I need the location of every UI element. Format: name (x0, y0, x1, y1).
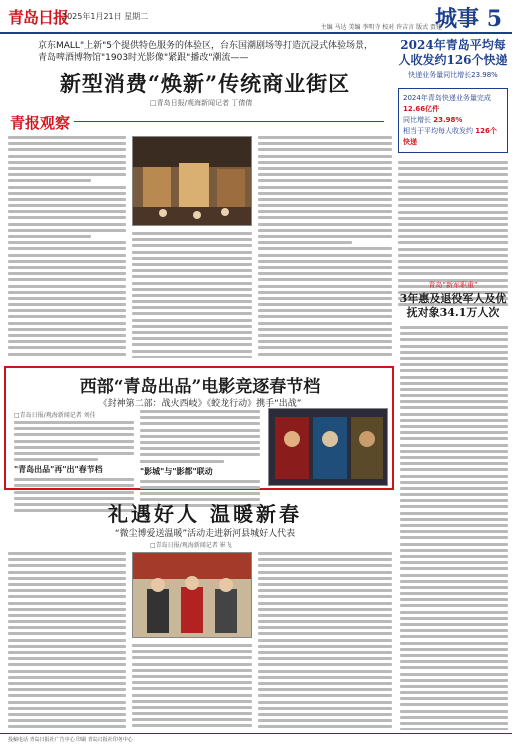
feature-subhead-1: "青岛出品"再"出"春节档 (14, 465, 103, 475)
bottom-story-body-col-3 (258, 552, 392, 728)
bottom-story-headline: 礼遇好人 温暖新春 (108, 502, 302, 526)
text-lines (258, 552, 392, 728)
text-lines (132, 644, 252, 728)
bottom-story-photo (132, 552, 252, 638)
bottom-story-body-col-2 (132, 644, 252, 728)
side-story-subline: 快递业务量同比增长23.98% (408, 71, 498, 79)
right-story-headline: 3年惠及退役军人及优抚对象34.1万人次 (399, 292, 507, 319)
page-footer: 投稿电话 青岛日报社广告中心 印刷 青岛日报社印务中心 (0, 733, 512, 745)
stat-item: 同比增长 23.98% (403, 116, 463, 124)
stat-item: 2024年青岛快递业务量完成 12.66亿件 (403, 94, 491, 113)
feature-subline: 《封神第二部：战火西岐》《蛟龙行动》携手“出战” (98, 399, 302, 409)
feature-byline: □青岛日报/观海新闻记者 刘佳 (14, 412, 96, 419)
right-story-kicker: 青岛“新军职重” (428, 281, 478, 289)
section-title: 城事 5 (435, 6, 502, 32)
bottom-story-byline: □青岛日报/观海新闻记者 崔飞 (150, 542, 232, 549)
feature-headline: 西部“青岛出品”电影竞逐春节档 (79, 377, 321, 397)
cinema-poster-photo (269, 409, 388, 486)
right-story-body (400, 326, 508, 730)
column-banner (4, 110, 394, 132)
feature-col-1 (14, 410, 134, 512)
column-name: 青报观察 (10, 114, 71, 132)
stats-box (398, 88, 508, 153)
text-lines (140, 410, 260, 463)
feature-subhead-2: "影城"与"影都"联动 (140, 466, 213, 476)
shopping-street-photo (133, 137, 252, 226)
top-story-deck: 京东MALL"上新"5个提供特色服务的体验区，台东国潮剧场等打造沉浸式体验场景，青岛啤酒博物馆"1903时光影像"紧跟"播改"潮流—— (38, 41, 373, 63)
bottom-story-body-col-1 (8, 552, 126, 728)
top-story-body-col-3 (258, 136, 392, 358)
stat-item: 相当于平均每人收发约 126个快递 (403, 127, 497, 146)
side-story-headline: 2024年青岛平均每人收发约126个快递 (398, 38, 508, 67)
bottom-story-subline: “微尘博爱送温暖”活动走进新河县城好人代表 (114, 529, 296, 539)
top-story-byline: □青岛日报/观海新闻记者 丁倩倩 (150, 99, 253, 107)
top-story-photo (132, 136, 252, 226)
banner-rule (74, 121, 384, 122)
top-story-headline: 新型消费“焕新”传统商业街区 (59, 71, 351, 96)
top-story-body-col-1 (8, 136, 126, 358)
top-story-body-col-2 (132, 232, 252, 358)
feature-photo (268, 408, 388, 486)
dateline: 2025年1月21日 星期二 (62, 12, 149, 21)
text-lines (132, 232, 252, 358)
text-lines (8, 136, 126, 358)
masthead (0, 0, 512, 34)
newspaper-logo: 青岛日报 (8, 8, 69, 27)
charity-event-photo (133, 553, 252, 638)
text-lines (14, 421, 134, 461)
staff-credits: 主编 马达 美编 李明寺 校对 许吉言 版式 贾建 (320, 24, 442, 31)
text-lines (258, 136, 392, 358)
text-lines (8, 552, 126, 728)
feature-story-box (4, 366, 394, 490)
feature-col-2 (140, 410, 260, 507)
text-lines (400, 326, 508, 730)
